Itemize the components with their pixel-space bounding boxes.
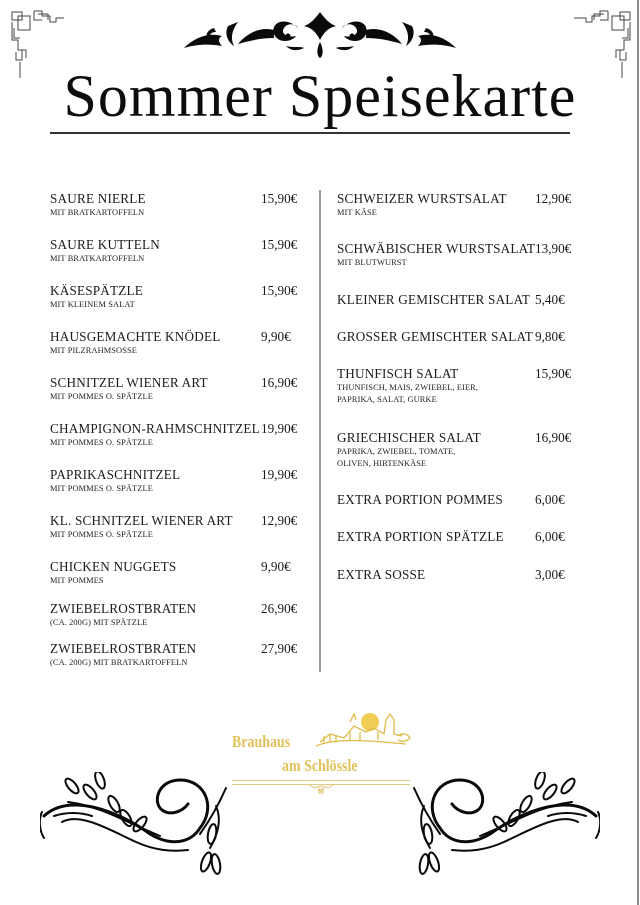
- menu-item-description: MIT BRATKARTOFFELN: [50, 254, 145, 263]
- menu-item-description: (CA. 200G) MIT BRATKARTOFFELN: [50, 658, 188, 667]
- menu-item: [337, 366, 579, 406]
- menu-item-name: HAUSGEMACHTE KNÖDEL: [50, 329, 221, 344]
- menu-item-price: 6,00€: [535, 492, 565, 507]
- menu-item-description: THUNFISCH, MAIS, ZWIEBEL, EIER,: [337, 383, 479, 392]
- page-title: Sommer Speisekarte: [63, 63, 577, 129]
- menu-item: [337, 241, 579, 269]
- menu-item-price: 19,90€: [261, 421, 298, 436]
- menu-item-description: MIT POMMES: [50, 576, 104, 585]
- menu-item-price: 15,90€: [261, 283, 298, 298]
- menu-item: [50, 467, 302, 495]
- menu-item: [337, 567, 579, 583]
- menu-item-name: KL. SCHNITZEL WIENER ART: [50, 513, 233, 528]
- menu-item-price: 6,00€: [535, 529, 565, 544]
- menu-item-description: MIT POMMES O. SPÄTZLE: [50, 484, 153, 493]
- menu-item-name: CHAMPIGNON-RAHMSCHNITZEL: [50, 421, 260, 436]
- menu-item-description: MIT BRATKARTOFFELN: [50, 208, 145, 217]
- menu-item: [50, 641, 302, 669]
- column-divider: [319, 190, 321, 672]
- menu-item-name: EXTRA PORTION SPÄTZLE: [337, 529, 504, 544]
- menu-item: [50, 559, 302, 587]
- menu-item: [337, 430, 579, 470]
- menu-item-name: SCHWEIZER WURSTSALAT: [337, 191, 507, 206]
- menu-item-name: SCHNITZEL WIENER ART: [50, 375, 208, 390]
- menu-item-name: ZWIEBELROSTBRATEN: [50, 601, 197, 616]
- menu-item: [50, 237, 302, 265]
- menu-item-price: 9,80€: [535, 329, 565, 344]
- menu-item-name: PAPRIKASCHNITZEL: [50, 467, 181, 482]
- menu-item-description: MIT POMMES O. SPÄTZLE: [50, 392, 153, 401]
- logo-text-brauhaus: Brauhaus: [232, 732, 291, 751]
- logo-text-am-schloessle: am Schlössle: [282, 756, 358, 775]
- brauhaus-logo: [230, 708, 414, 794]
- menu-item: [50, 601, 302, 629]
- menu-item-description: MIT KÄSE: [337, 208, 377, 217]
- menu-item: [50, 513, 302, 541]
- menu-item-name: THUNFISCH SALAT: [337, 366, 459, 381]
- menu-item-name: SAURE NIERLE: [50, 191, 146, 206]
- menu-item-description: OLIVEN, HIRTENKÄSE: [337, 459, 427, 468]
- menu-item-price: 12,90€: [535, 191, 572, 206]
- menu-item-name: KÄSESPÄTZLE: [50, 283, 144, 298]
- menu-item-name: EXTRA PORTION POMMES: [337, 492, 503, 507]
- menu-item: [337, 529, 579, 545]
- menu-item-description: PAPRIKA, ZWIEBEL, TOMATE,: [337, 447, 456, 456]
- menu-item-name: KLEINER GEMISCHTER SALAT: [337, 292, 531, 307]
- menu-item: [337, 329, 579, 345]
- menu-item-name: GROSSER GEMISCHTER SALAT: [337, 329, 534, 344]
- menu-item: [337, 292, 579, 308]
- menu-item-name: CHICKEN NUGGETS: [50, 559, 177, 574]
- menu-item-price: 12,90€: [261, 513, 298, 528]
- menu-item: [50, 421, 302, 449]
- menu-item-price: 9,90€: [261, 329, 291, 344]
- menu-item-price: 9,90€: [261, 559, 291, 574]
- castle-building-icon: [314, 708, 414, 752]
- menu-item-description: MIT PILZRAHMSOSSE: [50, 346, 137, 355]
- menu-item-price: 26,90€: [261, 601, 298, 616]
- menu-item-price: 15,90€: [261, 237, 298, 252]
- menu-item-name: ZWIEBELROSTBRATEN: [50, 641, 197, 656]
- menu-item-description: PAPRIKA, SALAT, GURKE: [337, 395, 437, 404]
- menu-item-price: 3,00€: [535, 567, 565, 582]
- menu-item-price: 27,90€: [261, 641, 298, 656]
- menu-item-price: 15,90€: [535, 366, 572, 381]
- menu-item: [337, 492, 579, 508]
- leaf-swirl-flourish-icon: [390, 772, 600, 882]
- menu-item-description: MIT KLEINEM SALAT: [50, 300, 135, 309]
- menu-item-price: 16,90€: [261, 375, 298, 390]
- menu-item-price: 13,90€: [535, 241, 572, 256]
- title-underline: [50, 132, 570, 134]
- menu-item: [337, 191, 579, 219]
- damask-flourish-icon: [178, 8, 462, 60]
- menu-item: [50, 329, 302, 357]
- menu-item-name: SAURE KUTTELN: [50, 237, 160, 252]
- menu-item: [50, 375, 302, 403]
- leaf-swirl-flourish-icon: [40, 772, 250, 882]
- menu-item-name: SCHWÄBISCHER WURSTSALAT: [337, 241, 536, 256]
- menu-item-description: MIT POMMES O. SPÄTZLE: [50, 438, 153, 447]
- menu-item-description: MIT BLUTWURST: [337, 258, 407, 267]
- menu-item: [50, 191, 302, 219]
- menu-item-name: GRIECHISCHER SALAT: [337, 430, 481, 445]
- menu-item-description: MIT POMMES O. SPÄTZLE: [50, 530, 153, 539]
- menu-item-price: 16,90€: [535, 430, 572, 445]
- menu-item-price: 19,90€: [261, 467, 298, 482]
- menu-item: [50, 283, 302, 311]
- menu-item-name: EXTRA SOSSE: [337, 567, 426, 582]
- menu-item-description: (CA. 200G) MIT SPÄTZLE: [50, 618, 148, 627]
- menu-item-price: 5,40€: [535, 292, 565, 307]
- logo-crest-icon: [306, 782, 336, 794]
- menu-item-price: 15,90€: [261, 191, 298, 206]
